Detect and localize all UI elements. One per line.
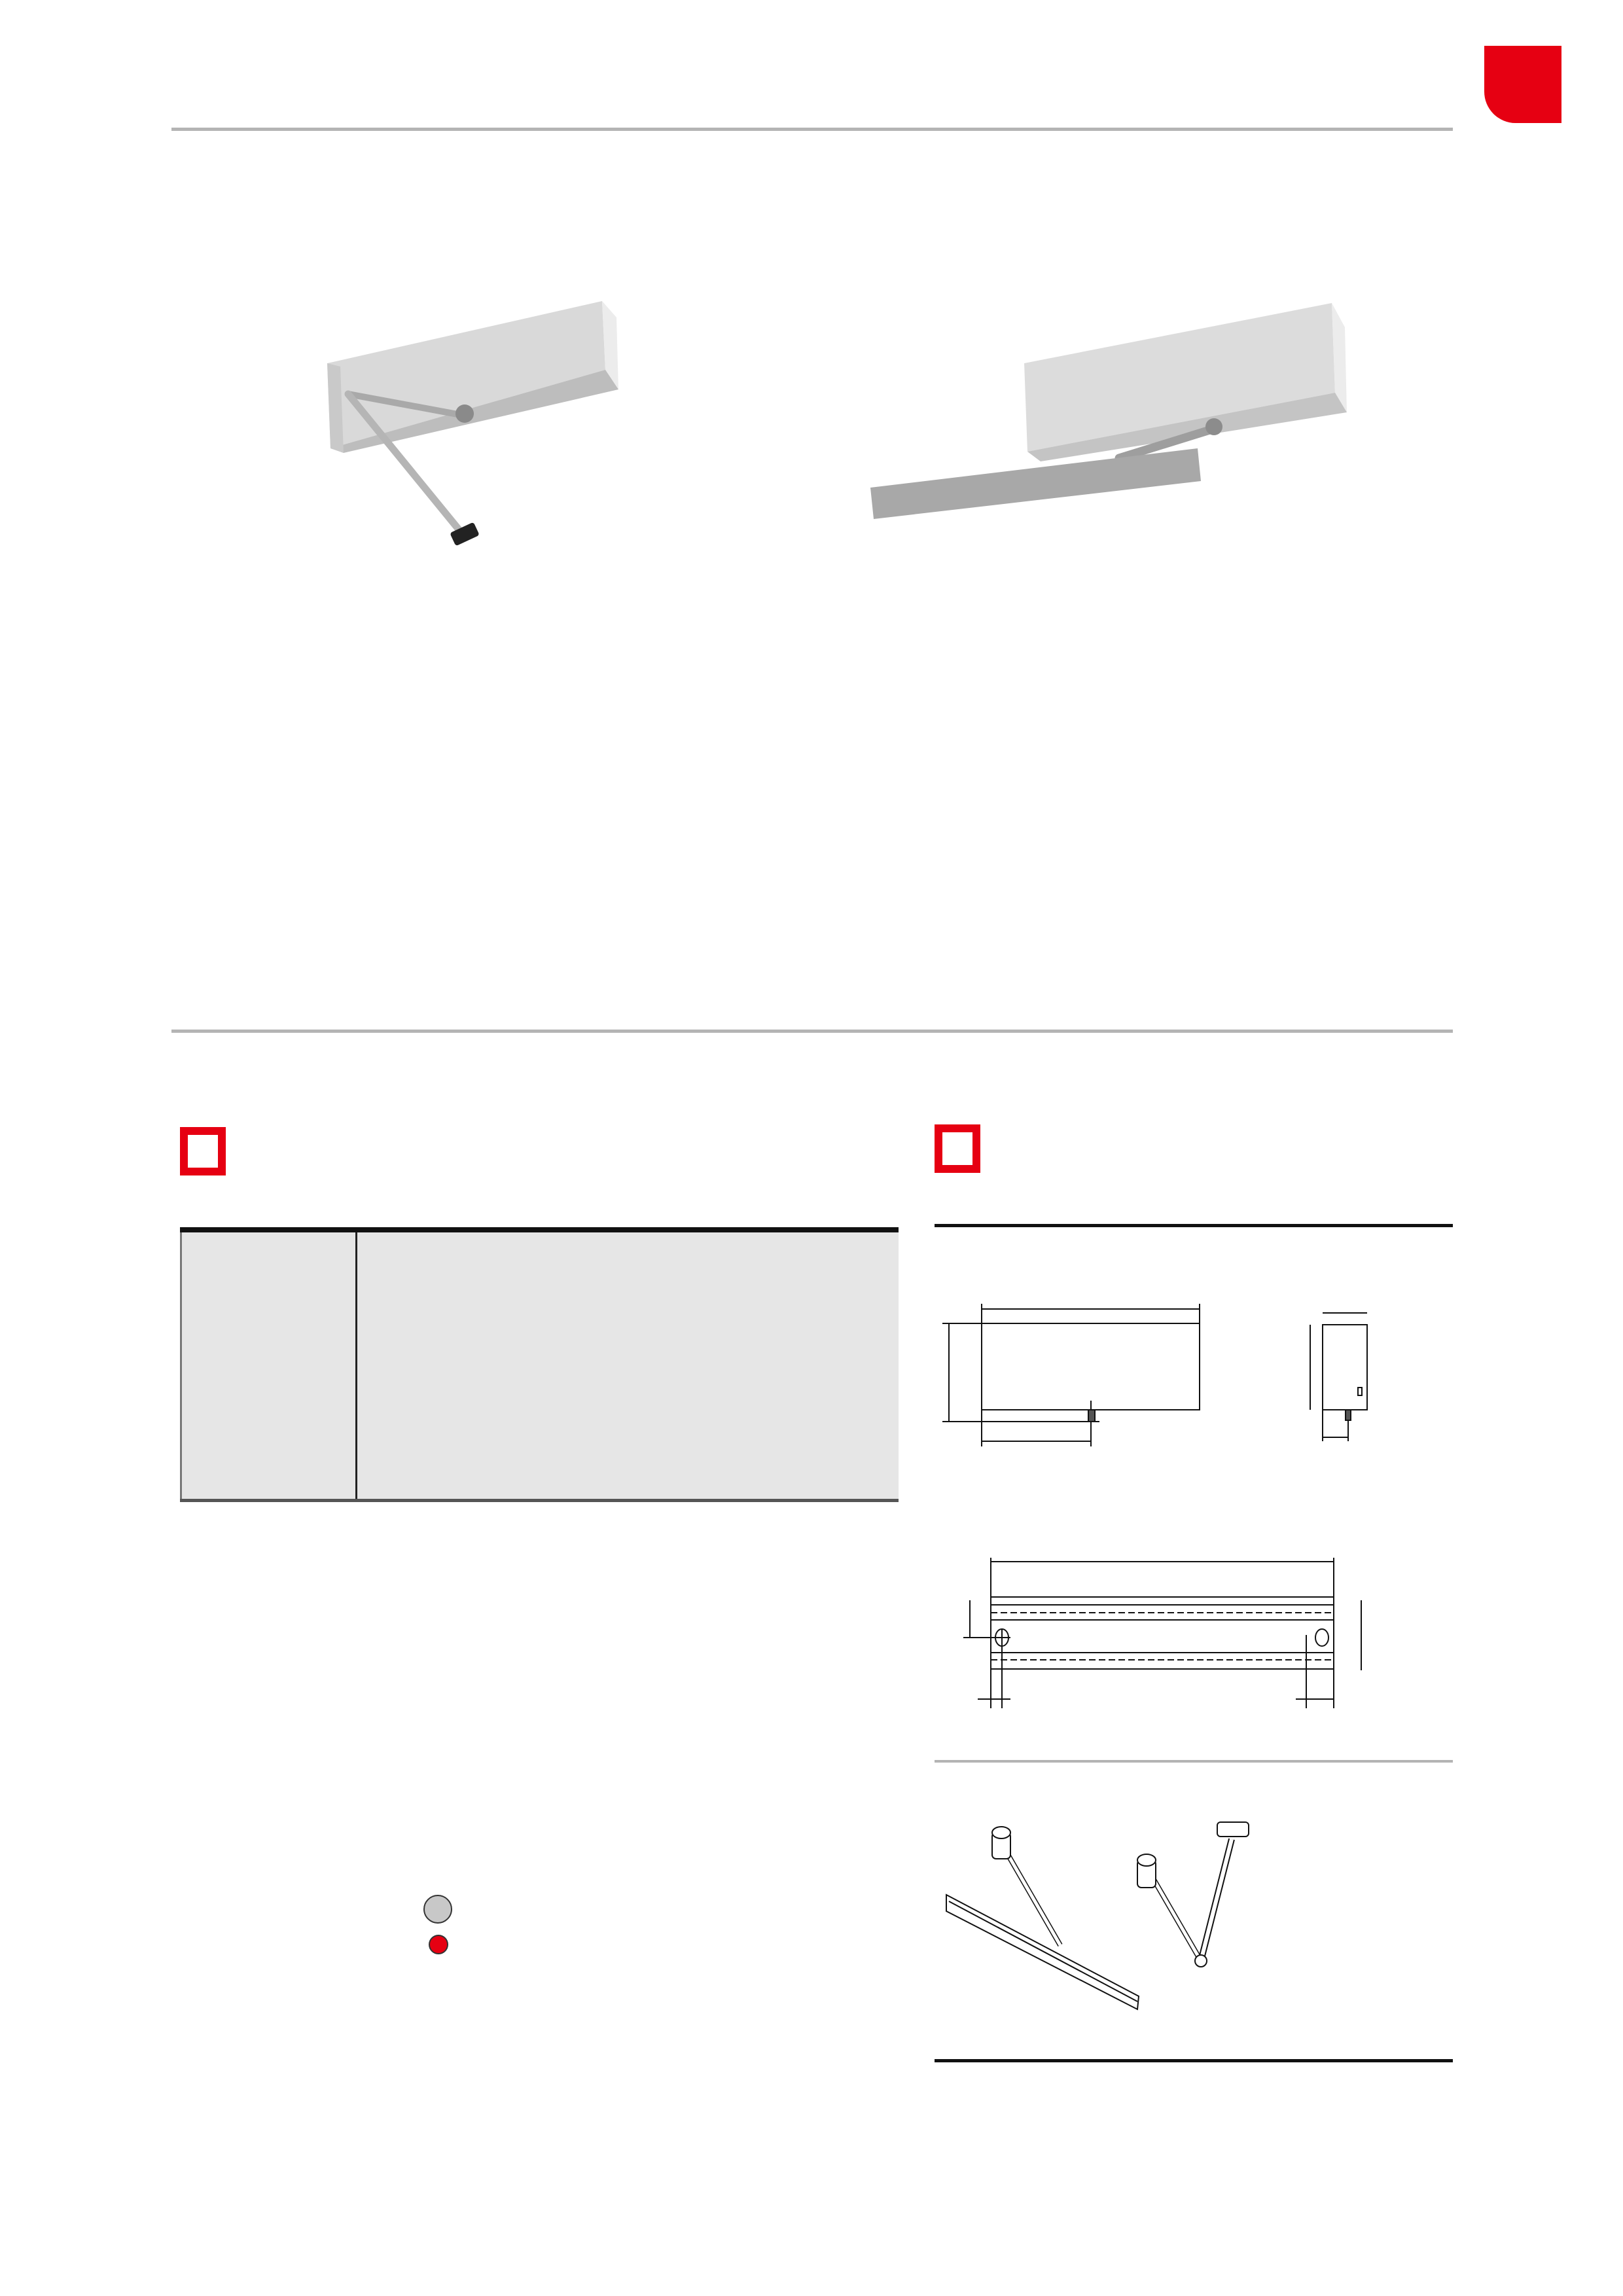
weight-chart-cell: [357, 1230, 899, 1501]
arm-pivot: [1205, 418, 1222, 435]
pull-hub-top: [992, 1827, 1010, 1839]
push-arm-lower-inner: [1153, 1878, 1201, 1961]
front-side-drawing: [929, 1289, 1453, 1466]
spec-table: [180, 1227, 899, 1502]
legend-max: [404, 1895, 452, 1924]
push-type-product-image: [314, 301, 681, 576]
push-arm-shoe: [1217, 1822, 1249, 1837]
base-hole-right: [1315, 1629, 1329, 1646]
spec-key: [181, 1230, 357, 1501]
base-plate-outline: [991, 1597, 1334, 1669]
legend-min: [404, 1932, 448, 1955]
dims-bottom-rule: [935, 2059, 1453, 2062]
operator-top-face: [327, 301, 605, 448]
arrow-down-icon: [180, 1127, 226, 1175]
arm-pivot: [455, 404, 474, 423]
weight-width-chart: [537, 1806, 864, 2055]
front-view-outline: [982, 1323, 1200, 1410]
arrow-down-icon: [935, 1124, 980, 1173]
page-title: [185, 152, 204, 188]
slide-channel: [870, 448, 1201, 519]
motor-shaft: [1088, 1410, 1095, 1422]
side-view-outline: [1323, 1325, 1367, 1410]
section-divider: [171, 1030, 1453, 1033]
dims-mid-rule: [935, 1760, 1453, 1763]
accessories-drawing: [929, 1806, 1453, 2016]
push-arm-upper-inner: [1201, 1839, 1232, 1961]
dims-top-rule: [935, 1224, 1453, 1227]
table-row: [181, 1230, 899, 1501]
pull-type-product-image: [851, 301, 1348, 524]
side-switch: [1358, 1388, 1362, 1395]
section-tab[interactable]: [1484, 46, 1561, 123]
legend-min-swatch: [429, 1935, 448, 1954]
side-shaft: [1346, 1410, 1351, 1420]
arm-elbow: [1195, 1955, 1207, 1967]
top-divider: [171, 128, 1453, 131]
legend-max-swatch: [423, 1895, 452, 1924]
push-hub-top: [1137, 1854, 1156, 1866]
base-drawing: [929, 1532, 1387, 1715]
